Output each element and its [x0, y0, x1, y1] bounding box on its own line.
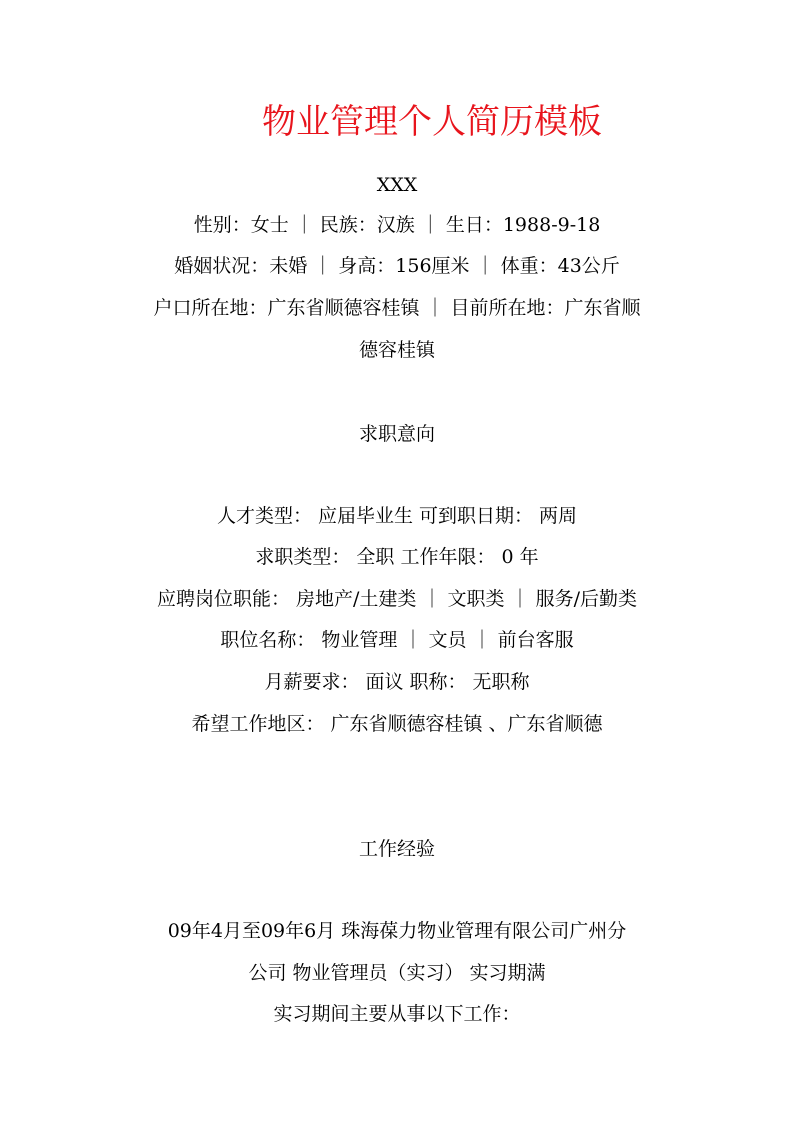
profile-marital-height-weight: 婚姻状况：未婚 ｜ 身高：156厘米 ｜ 体重：43公斤 — [174, 255, 620, 277]
intention-work-area: 希望工作地区： 广东省顺德容桂镇 、广东省顺德 — [191, 713, 603, 735]
experience-entry-line1: 09年4月至09年6月 珠海葆力物业管理有限公司广州分 — [167, 920, 627, 942]
intention-job-functions: 应聘岗位职能： 房地产/土建类 ｜ 文职类 ｜ 服务/后勤类 — [156, 588, 637, 610]
document-title: 物业管理个人简历模板 — [262, 102, 602, 142]
profile-gender-ethnicity-birthday: 性别：女士 ｜ 民族：汉族 ｜ 生日：1988-9-18 — [193, 214, 601, 236]
intention-job-type: 求职类型： 全职 工作年限： 0 年 — [255, 546, 539, 568]
profile-residence-continued: 德容桂镇 — [358, 339, 435, 361]
intention-heading: 求职意向 — [358, 423, 435, 445]
intention-salary-title: 月薪要求： 面议 职称： 无职称 — [264, 671, 530, 693]
profile-name: XXX — [376, 174, 418, 196]
profile-residence: 户口所在地：广东省顺德容桂镇 ｜ 目前所在地：广东省顺 — [153, 297, 641, 319]
intention-talent-type: 人才类型： 应届毕业生 可到职日期： 两周 — [216, 505, 578, 527]
experience-entry-line3: 实习期间主要从事以下工作： — [273, 1003, 521, 1025]
experience-entry-line2: 公司 物业管理员（实习） 实习期满 — [248, 962, 546, 984]
intention-position-names: 职位名称： 物业管理 ｜ 文员 ｜ 前台客服 — [220, 629, 574, 651]
experience-heading: 工作经验 — [358, 838, 435, 860]
